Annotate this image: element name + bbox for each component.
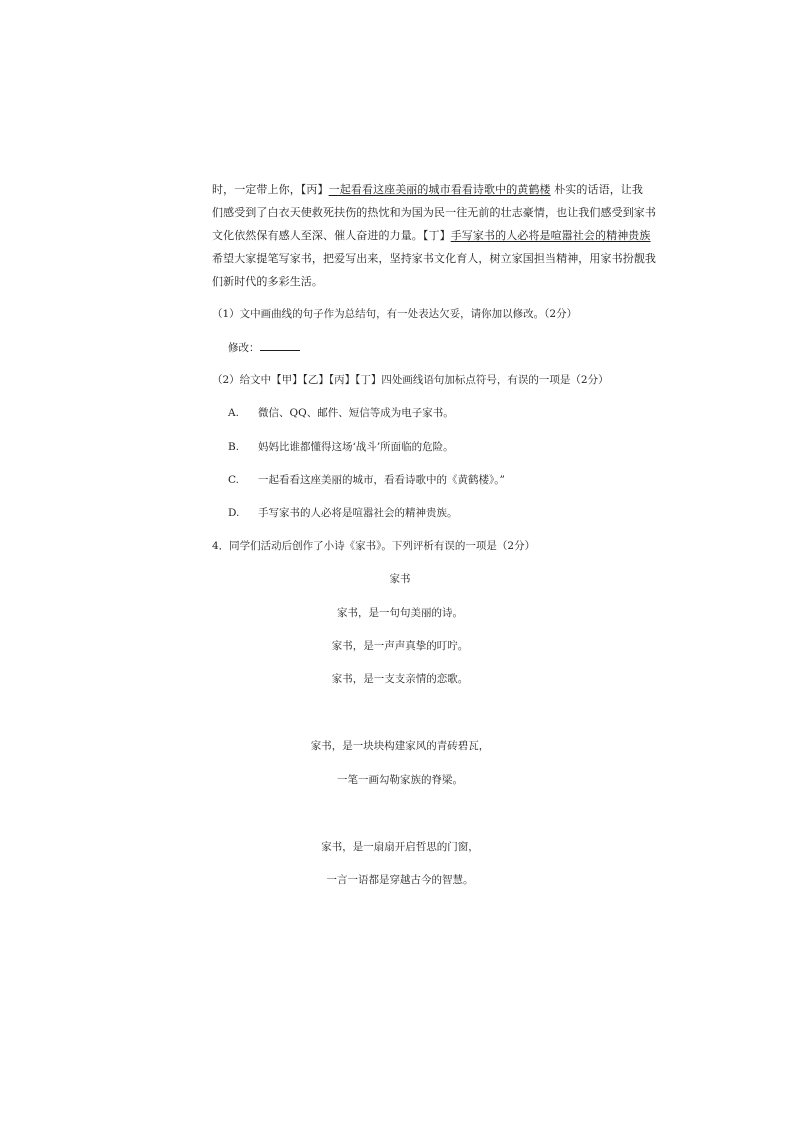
underlined-sentence-bing: 一起看看这座美丽的城市看看诗歌中的黄鹤楼 (328, 183, 551, 196)
poem-line-1: 家书，是一句句美丽的诗。 (337, 607, 463, 619)
passage-line-3 (212, 229, 651, 243)
option-letter: B. (228, 441, 240, 453)
option-text: 微信、QQ、邮件、短信等成为电子家书。 (258, 407, 454, 419)
answer-blank[interactable] (260, 340, 300, 351)
option-d (228, 506, 458, 520)
option-c (228, 473, 505, 487)
option-text: 一起看看这座美丽的城市，看看诗歌中的《黄鹤楼》。” (258, 474, 505, 486)
poem-line-7: 一言一语都是穿越古今的智慧。 (326, 874, 474, 886)
option-b (228, 440, 454, 454)
passage-line-1 (212, 183, 644, 197)
question-1-answer (228, 340, 300, 355)
passage-line-2: 们感受到了白衣天使救死扶伤的热忱和为国为民一往无前的壮志豪情，也让我们感受到家书 (212, 206, 656, 219)
underlined-sentence-ding: 手写家书的人必将是喧嚣社会的精神贵族 (450, 229, 651, 242)
passage-line-1-post: 朴实的话语，让我 (550, 183, 644, 196)
option-text: 妈妈比谁都懂得这场‘战斗’所面临的危险。 (258, 441, 454, 453)
question-1-prompt: （1）文中画曲线的句子作为总结句，有一处表达欠妥，请你加以修改。（2分） (212, 308, 578, 320)
option-letter: A. (228, 407, 239, 419)
option-a (228, 406, 454, 420)
poem-line-4: 家书，是一块块构建家风的青砖碧瓦， (310, 740, 490, 752)
poem-line-5: 一笔一画勾勒家族的脊梁。 (337, 774, 463, 786)
poem-line-6: 家书，是一扇扇开启哲思的门窗， (321, 841, 479, 853)
poem-title: 家书 (389, 573, 411, 585)
answer-label: 修改： (228, 342, 260, 354)
option-letter: C. (228, 474, 239, 486)
poem-line-2: 家书，是一声声真挚的叮咛。 (331, 640, 469, 652)
option-text: 手写家书的人必将是喧嚣社会的精神贵族。 (258, 507, 458, 519)
passage-line-1-pre: 时，一定带上你，【丙】 (212, 183, 329, 196)
passage-line-3-pre: 文化依然保有感人至深、催人奋进的力量。【丁】 (212, 229, 451, 242)
passage-line-4: 希望大家提笔写家书，把爱写出来，坚持家书文化育人，树立家国担当精神，用家书扮靓我 (212, 252, 656, 265)
passage-line-5: 们新时代的多彩生活。 (212, 275, 323, 288)
option-letter: D. (228, 507, 240, 519)
poem-line-3: 家书，是一支支亲情的恋歌。 (331, 673, 469, 685)
question-4-prompt: 4．同学们活动后创作了小诗《家书》。下列评析有误的一项是（2分） (212, 540, 536, 552)
question-2-prompt: （2）给文中【甲】【乙】【丙】【丁】四处画线语句加标点符号，有误的一项是（2分） (212, 374, 609, 386)
